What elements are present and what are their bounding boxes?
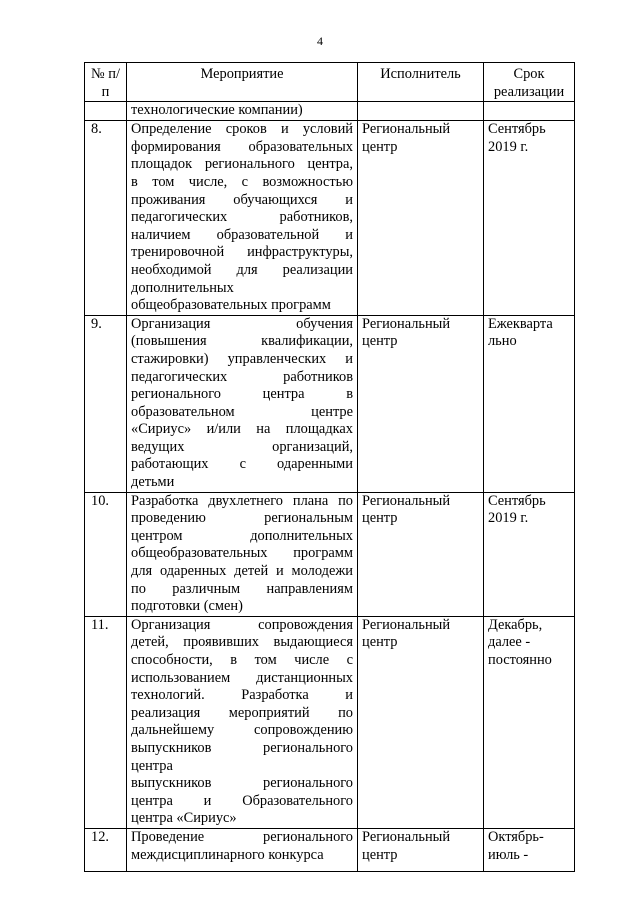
event-line: необходимой для реализации [131,261,353,278]
event-line: центром дополнительных [131,527,353,544]
event-line: центра [131,757,173,774]
row-term: Октябрь- июль - [484,828,575,871]
plan-table [84,62,575,872]
event-line: детьми [131,474,175,491]
continuation-term-cell [484,102,575,121]
event-line: выпускников регионального [131,775,353,792]
event-line: проведению региональным [131,510,353,527]
event-line: в том числе, с возможностью [131,173,353,190]
continuation-num-cell [85,102,127,121]
header-event: Мероприятие [127,63,358,102]
event-line: площадок регионального центра, [131,156,353,173]
event-line: (повышения квалификации, [131,333,353,350]
continuation-text: технологические компании) [131,102,303,119]
event-line: педагогических работников [131,368,353,385]
event-line: центра и Образовательного [131,792,353,809]
event-line: Определение сроков и условий [131,121,353,138]
continuation-event-cell [127,102,358,121]
table-row [85,121,575,316]
continuation-executor-cell [358,102,484,121]
row-number: 8. [85,121,127,316]
row-event [127,492,358,616]
event-line: проживания обучающихся и [131,191,353,208]
event-line: Организация обучения [131,315,353,332]
row-executor: Региональный центр [358,315,484,492]
row-term: Сентябрь 2019 г. [484,492,575,616]
row-term: Сентябрь 2019 г. [484,121,575,316]
event-line: использованием дистанционных [131,669,353,686]
row-number: 12. [85,828,127,871]
header-num: № п/п [85,63,127,102]
event-line: междисциплинарного конкурса [131,846,324,863]
event-line: общеобразовательных программ [131,297,331,314]
event-line: Разработка двухлетнего плана по [131,492,353,509]
row-term: Декабрь, далее - постоянно [484,616,575,828]
row-executor: Региональный центр [358,828,484,871]
table-header-row [85,63,575,102]
event-line: тренировочной инфраструктуры, [131,244,353,261]
event-line: технологий. Разработка и [131,687,353,704]
event-line: выпускников регионального [131,739,353,756]
continuation-row [85,102,575,121]
event-line: регионального центра в [131,386,353,403]
row-event [127,315,358,492]
row-number: 9. [85,315,127,492]
event-line: работающих с одаренными [131,456,353,473]
row-term: Ежекварта льно [484,315,575,492]
row-executor: Региональный центр [358,121,484,316]
event-line: центра «Сириус» [131,810,237,827]
row-event [127,616,358,828]
event-line: дальнейшему сопровождению [131,722,353,739]
event-line: Организация сопровождения [131,616,353,633]
page-number: 4 [317,34,323,48]
event-line: педагогических работников, [131,209,353,226]
event-line: детей, проявивших выдающиеся [131,634,353,651]
table-row [85,828,575,871]
event-line: по различным направлениям [131,580,353,597]
event-line: общеобразовательных программ [131,545,353,562]
header-executor: Исполнитель [358,63,484,102]
event-line: для одаренных детей и молодежи [131,563,353,580]
event-line: реализация мероприятий по [131,704,353,721]
row-event [127,121,358,316]
row-executor: Региональный центр [358,492,484,616]
event-line: стажировки) управленческих и [131,350,353,367]
table-row [85,315,575,492]
row-executor: Региональный центр [358,616,484,828]
row-number: 10. [85,492,127,616]
row-number: 11. [85,616,127,828]
table-row [85,492,575,616]
event-line: «Сириус» и/или на площадках [131,421,353,438]
event-line: Проведение регионального [131,828,353,845]
row-event [127,828,358,871]
event-line: подготовки (смен) [131,598,243,615]
event-line: дополнительных [131,279,234,296]
event-line: наличием образовательной и [131,226,353,243]
event-line: ведущих организаций, [131,438,353,455]
event-line: формирования образовательных [131,138,353,155]
event-line: образовательном центре [131,403,353,420]
header-term: Срок реализации [484,63,575,102]
table-row [85,616,575,828]
event-line: способности, в том числе с [131,652,353,668]
